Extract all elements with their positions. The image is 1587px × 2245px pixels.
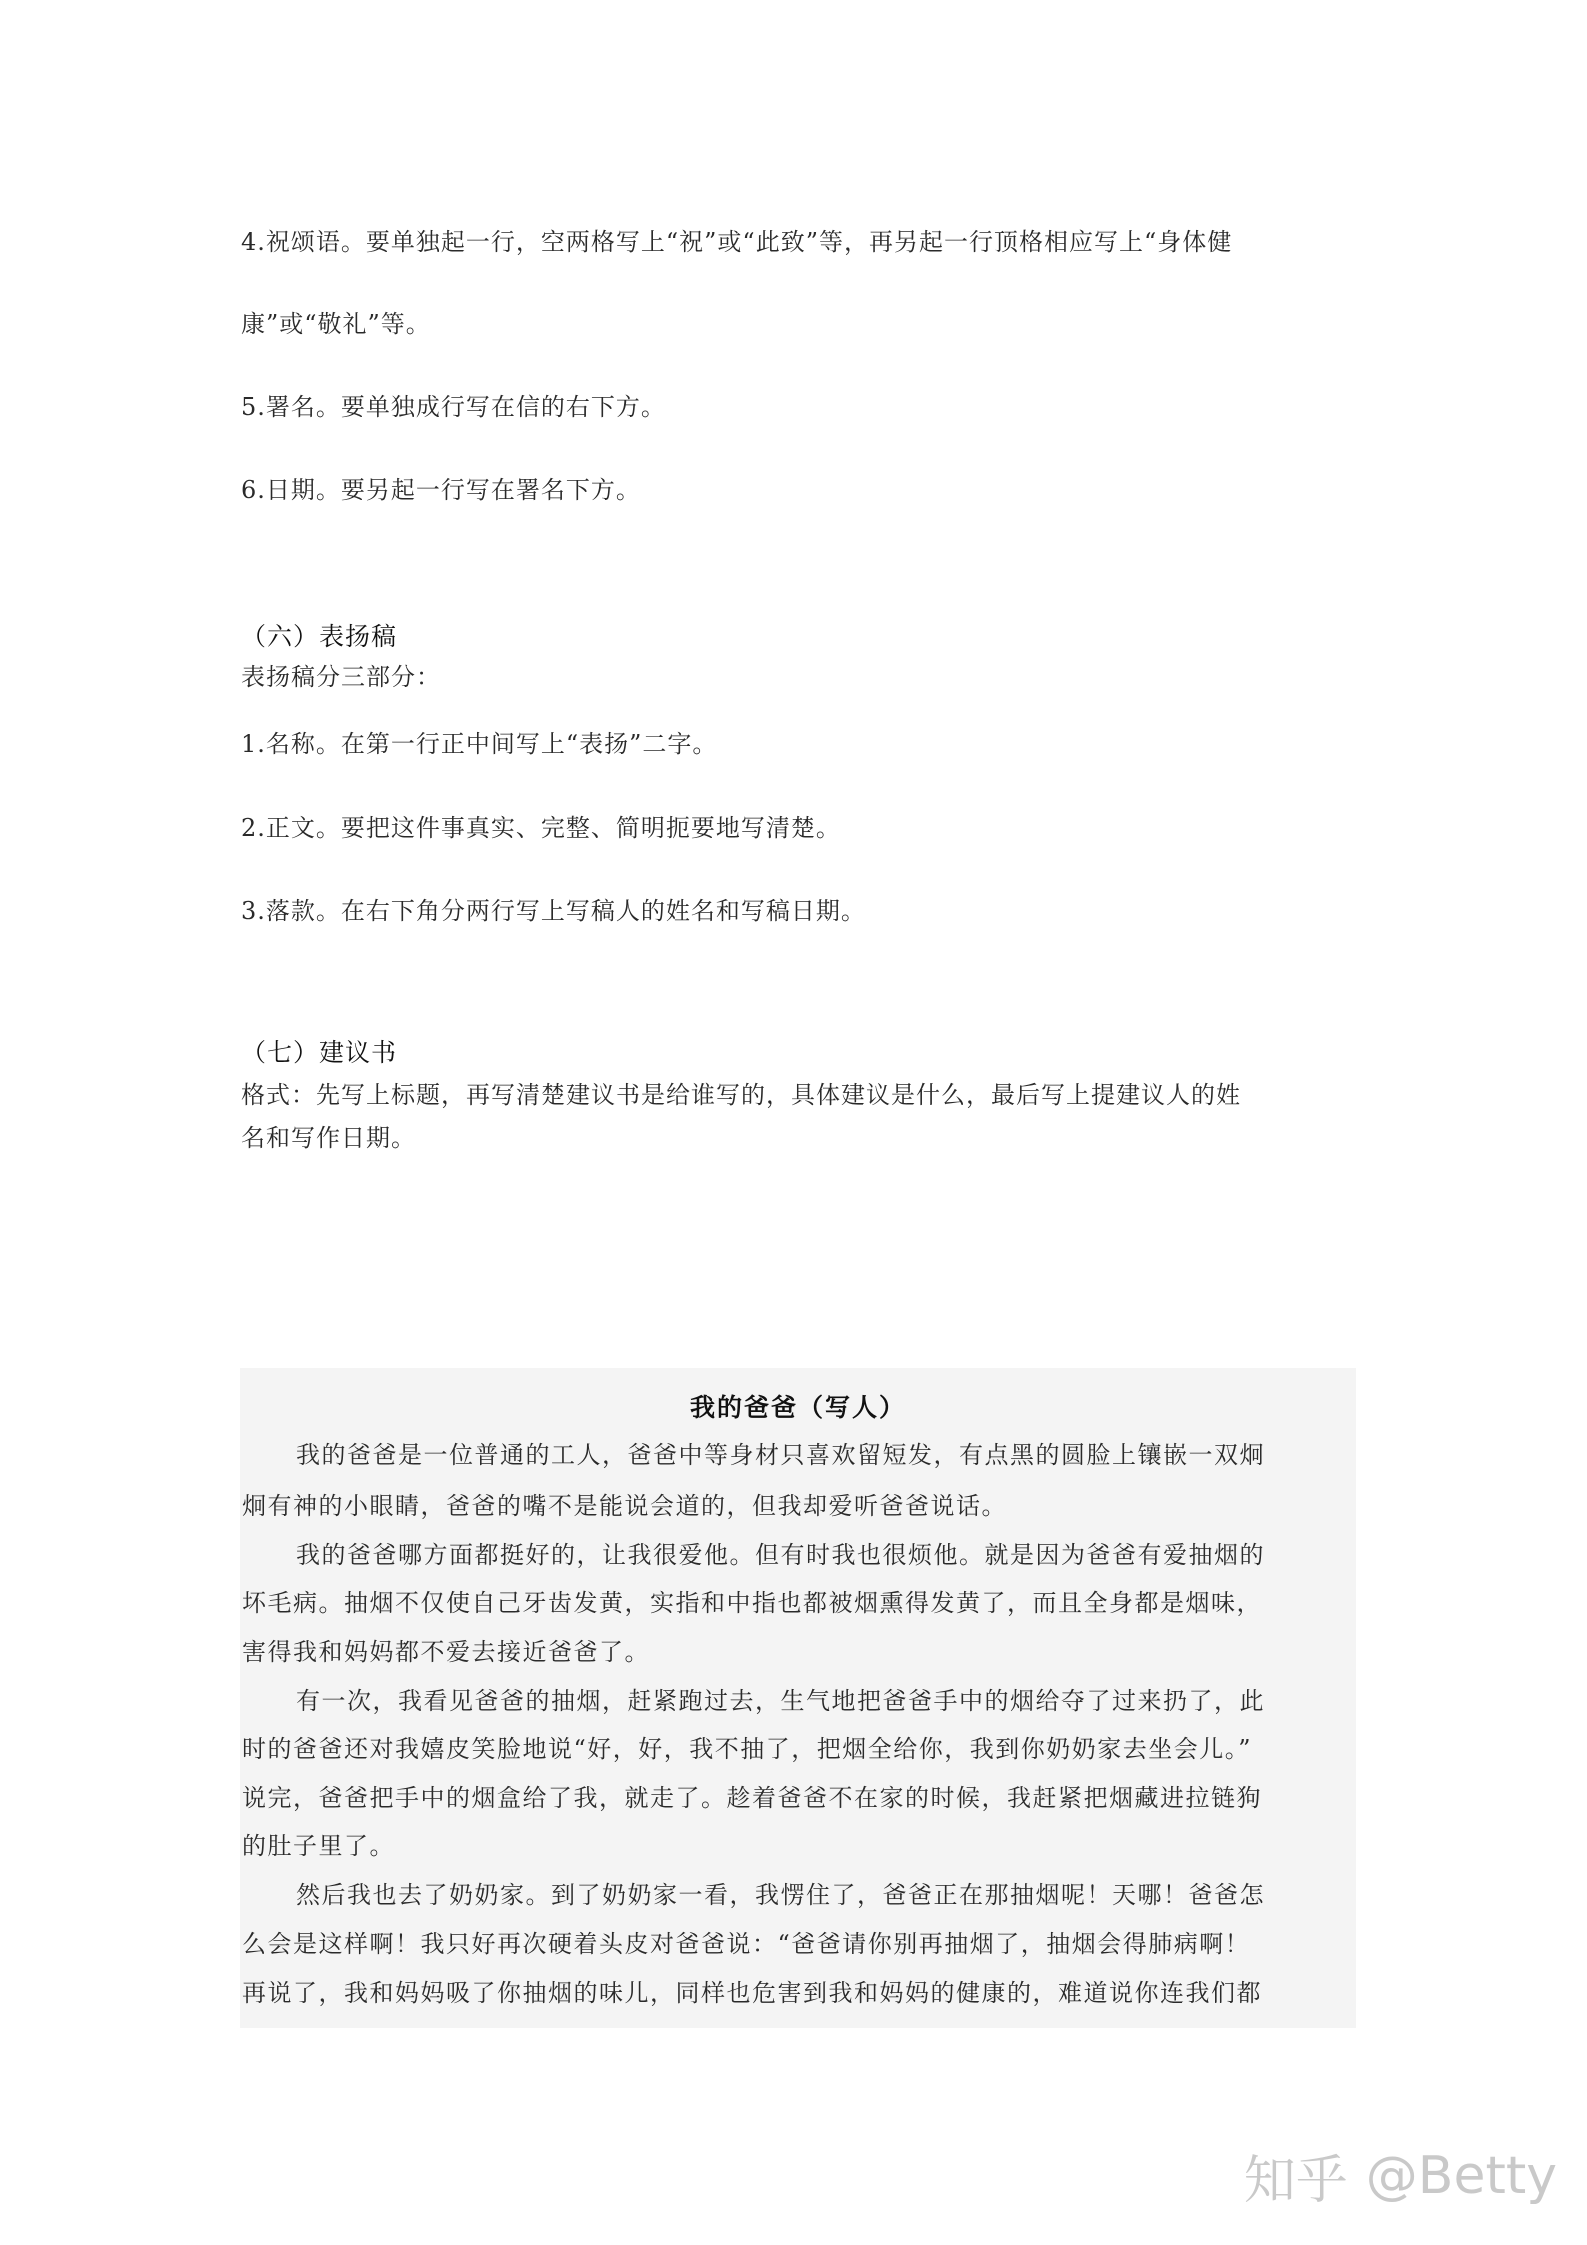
letter-item-4-cont: 康”或“敬礼”等。 xyxy=(241,310,431,338)
letter-item-5: 5.署名。要单独成行写在信的右下方。 xyxy=(241,393,666,421)
essay-line: 我的爸爸是一位普通的工人，爸爸中等身材只喜欢留短发，有点黑的圆脸上镶嵌一双炯 xyxy=(296,1441,1265,1469)
letter-item-4: 4.祝颂语。要单独起一行，空两格写上“祝”或“此致”等，再另起一行顶格相应写上“身体健 xyxy=(241,228,1233,256)
essay-line: 说完，爸爸把手中的烟盒给了我，就走了。趁着爸爸不在家的时候，我赶紧把烟藏进拉链狗 xyxy=(242,1784,1262,1812)
essay-line: 么会是这样啊！我只好再次硬着头皮对爸爸说：“爸爸请你别再抽烟了，抽烟会得肺病啊！ xyxy=(242,1930,1251,1958)
essay-line: 时的爸爸还对我嬉皮笑脸地说“好，好，我不抽了，把烟全给你，我到你奶奶家去坐会儿。” xyxy=(242,1735,1253,1763)
essay-line: 的肚子里了。 xyxy=(242,1832,395,1860)
watermark-site: 知乎 xyxy=(1243,2151,1348,2211)
essay-line: 炯有神的小眼睛，爸爸的嘴不是能说会道的，但我却爱听爸爸说话。 xyxy=(242,1492,1007,1520)
essay-box xyxy=(240,1368,1356,2028)
letter-item-6: 6.日期。要另起一行写在署名下方。 xyxy=(241,476,641,504)
watermark xyxy=(1244,2138,1557,2213)
essay-line: 坏毛病。抽烟不仅使自己牙齿发黄，实指和中指也都被烟熏得发黄了，而且全身都是烟味， xyxy=(242,1589,1262,1617)
praise-item-3: 3.落款。在右下角分两行写上写稿人的姓名和写稿日期。 xyxy=(241,897,866,925)
praise-heading: （六）表扬稿 xyxy=(241,622,398,651)
essay-title: 我的爸爸（写人） xyxy=(689,1393,906,1422)
essay-line: 害得我和妈妈都不爱去接近爸爸了。 xyxy=(242,1638,650,1666)
praise-intro: 表扬稿分三部分： xyxy=(241,663,441,691)
essay-line: 再说了，我和妈妈吸了你抽烟的味儿，同样也危害到我和妈妈的健康的，难道说你连我们都 xyxy=(242,1979,1262,2007)
proposal-heading: （七）建议书 xyxy=(241,1038,398,1067)
essay-line: 然后我也去了奶奶家。到了奶奶家一看，我愣住了，爸爸正在那抽烟呢！天哪！爸爸怎 xyxy=(296,1881,1265,1909)
essay-line: 有一次，我看见爸爸的抽烟，赶紧跑过去，生气地把爸爸手中的烟给夺了过来扔了，此 xyxy=(296,1687,1265,1715)
praise-item-2: 2.正文。要把这件事真实、完整、简明扼要地写清楚。 xyxy=(241,814,841,842)
proposal-line-2: 名和写作日期。 xyxy=(241,1124,416,1152)
essay-line: 我的爸爸哪方面都挺好的，让我很爱他。但有时我也很烦他。就是因为爸爸有爱抽烟的 xyxy=(296,1541,1265,1569)
proposal-line-1: 格式：先写上标题，再写清楚建议书是给谁写的，具体建议是什么，最后写上提建议人的姓 xyxy=(241,1081,1241,1109)
watermark-user: @Betty xyxy=(1365,2145,1557,2206)
praise-item-1: 1.名称。在第一行正中间写上“表扬”二字。 xyxy=(241,730,718,758)
